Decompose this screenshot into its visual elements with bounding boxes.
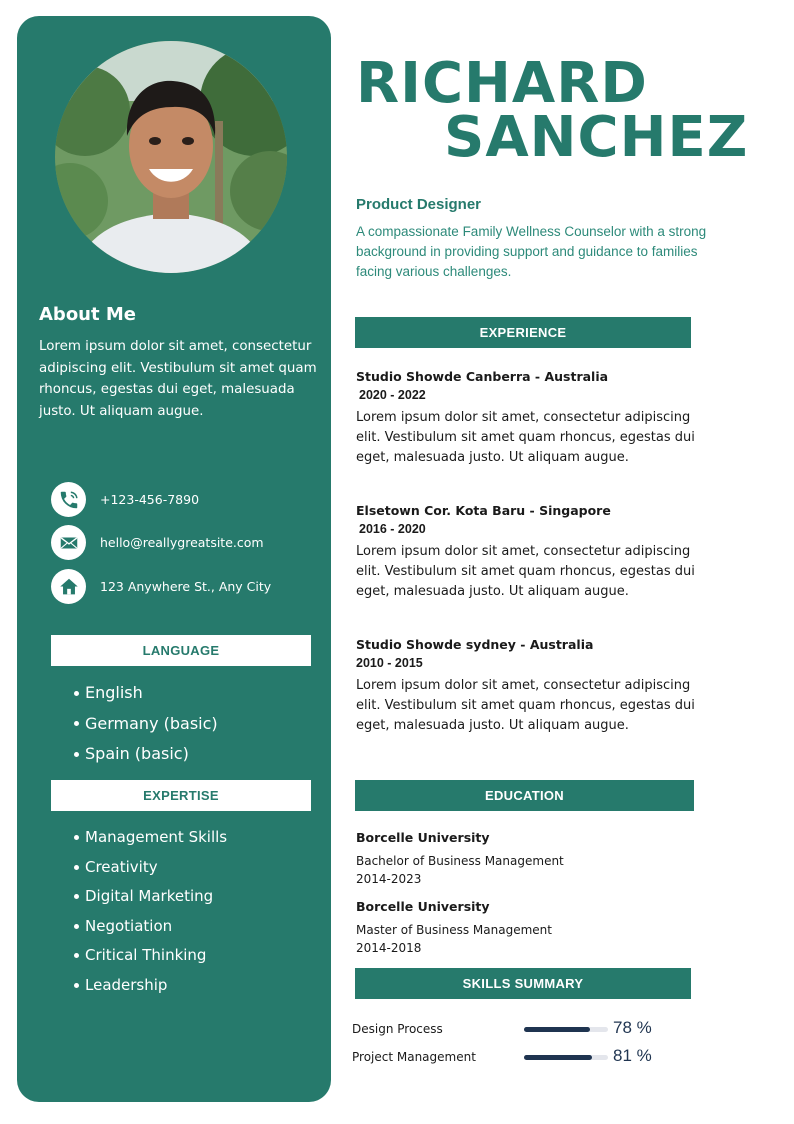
job-company: Studio Showde Canberra - Australia: [356, 369, 609, 384]
contact-address: [51, 569, 271, 604]
skill-bar-fill: [524, 1027, 590, 1032]
contact-phone: [51, 482, 199, 517]
home-icon: [51, 569, 86, 604]
job-company: Elsetown Cor. Kota Baru - Singapore: [356, 503, 611, 518]
skill-percent: 78 %: [613, 1018, 652, 1037]
last-name: SANCHEZ: [444, 105, 749, 170]
list-item: Spain (basic): [85, 739, 218, 770]
list-item: Creativity: [85, 853, 227, 883]
sidebar: [17, 16, 331, 1102]
phone-text: +123-456-7890: [100, 492, 200, 507]
education-heading: EDUCATION: [355, 780, 694, 811]
intro-text: A compassionate Family Wellness Counselor with a strong background in providing support and guidance to families facing various challenges.: [356, 224, 707, 279]
skill-row: [352, 1046, 682, 1068]
job-years: 2010 - 2015: [356, 656, 423, 670]
job-description: Lorem ipsum dolor sit amet, consectetur adipiscing elit. Vestibulum sit amet quam rhoncus, egestas dui eget, malesuada justo. Ut aliquam augue.: [356, 410, 695, 465]
about-title: About Me: [39, 304, 136, 325]
about-text: Lorem ipsum dolor sit amet, consectetur adipiscing elit. Vestibulum sit amet quam rhoncus, egestas dui eget, malesuada justo. Ut aliquam augue.: [39, 339, 317, 419]
job-description: Lorem ipsum dolor sit amet, consectetur adipiscing elit. Vestibulum sit amet quam rhoncus, egestas dui eget, malesuada justo. Ut aliquam augue.: [356, 678, 695, 733]
list-item: Digital Marketing: [85, 882, 227, 912]
job-years: 2016 - 2020: [359, 522, 426, 536]
edu-school: Borcelle University: [356, 899, 490, 914]
profile-photo: [55, 41, 287, 273]
list-item: Germany (basic): [85, 709, 218, 740]
experience-item: [356, 501, 716, 602]
skill-name: Project Management: [352, 1050, 476, 1064]
skill-name: Design Process: [352, 1022, 443, 1036]
skill-bar-fill: [524, 1055, 592, 1060]
edu-years: 2014-2018: [356, 941, 422, 955]
language-list: [85, 678, 218, 770]
edu-school: Borcelle University: [356, 830, 490, 845]
job-description: Lorem ipsum dolor sit amet, consectetur adipiscing elit. Vestibulum sit amet quam rhoncus, egestas dui eget, malesuada justo. Ut aliquam augue.: [356, 544, 695, 599]
skill-percent: 81 %: [613, 1046, 652, 1065]
education-item: [356, 830, 564, 886]
skill-bar-track: [524, 1055, 608, 1060]
profile-photo-illustration: [55, 41, 287, 273]
contact-email: [51, 525, 264, 560]
first-name: RICHARD: [356, 51, 648, 116]
mail-icon: [51, 525, 86, 560]
experience-item: [356, 635, 716, 736]
list-item: Critical Thinking: [85, 941, 227, 971]
job-company: Studio Showde sydney - Australia: [356, 637, 594, 652]
list-item: Negotiation: [85, 912, 227, 942]
address-text: 123 Anywhere St., Any City: [100, 579, 272, 594]
skills-heading: SKILLS SUMMARY: [355, 968, 691, 999]
list-item: Management Skills: [85, 823, 227, 853]
skill-bar-track: [524, 1027, 608, 1032]
skill-row: [352, 1018, 682, 1040]
edu-degree: Master of Business Management: [356, 923, 552, 937]
language-heading: LANGUAGE: [51, 635, 311, 666]
expertise-list: [85, 823, 227, 1000]
job-years: 2020 - 2022: [359, 388, 426, 402]
edu-years: 2014-2023: [356, 872, 422, 886]
list-item: Leadership: [85, 971, 227, 1001]
job-role: Product Designer: [356, 196, 482, 213]
email-text: hello@reallygreatsite.com: [100, 535, 264, 550]
list-item: English: [85, 678, 218, 709]
education-item: [356, 899, 552, 955]
experience-heading: EXPERIENCE: [355, 317, 691, 348]
expertise-heading: EXPERTISE: [51, 780, 311, 811]
phone-icon: [51, 482, 86, 517]
experience-item: [356, 367, 716, 468]
edu-degree: Bachelor of Business Management: [356, 854, 564, 868]
